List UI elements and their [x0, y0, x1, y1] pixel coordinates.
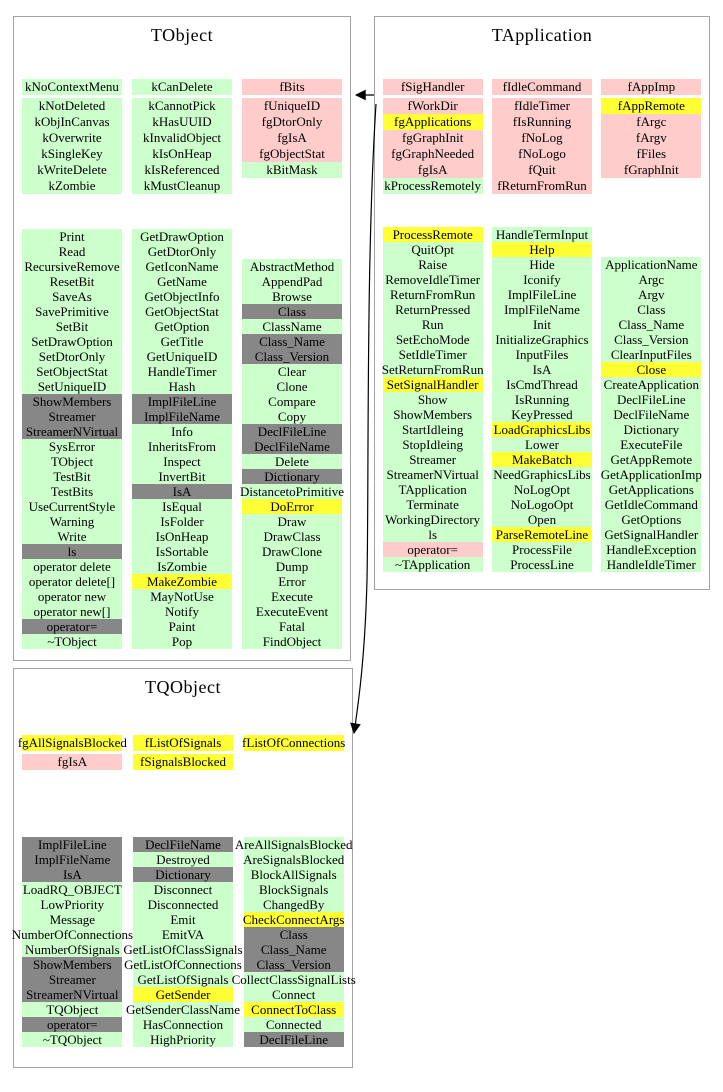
method-entry[interactable]: ImplFileLine — [507, 287, 577, 302]
method-entry[interactable]: IsSortable — [155, 544, 209, 559]
member-entry[interactable]: kNoContextMenu — [25, 79, 119, 94]
method-entry[interactable]: Disconnect — [153, 882, 213, 897]
tqobject-data-members-section — [17, 735, 349, 770]
method-entry[interactable]: NeedGraphicsLibs — [493, 467, 591, 482]
method-entry[interactable]: MakeBatch — [512, 452, 572, 467]
members-column — [237, 79, 347, 194]
method-entry[interactable]: RecursiveRemove — [24, 259, 120, 274]
member-entry[interactable]: fgIsA — [417, 162, 448, 177]
method-entry[interactable]: Argv — [638, 287, 665, 302]
method-entry[interactable]: ImplFileLine — [38, 837, 107, 852]
method-entry[interactable]: ~TQObject — [42, 1032, 102, 1047]
method-entry[interactable]: ExecuteFile — [620, 437, 683, 452]
member-entry[interactable]: fArgv — [635, 130, 667, 145]
method-entry[interactable]: SetIdleTimer — [398, 347, 467, 362]
method-entry[interactable]: AreAllSignalsBlocked — [234, 837, 353, 852]
method-entry[interactable]: GetIdleCommand — [604, 497, 698, 512]
method-entry[interactable]: SetDtorOnly — [38, 349, 106, 364]
method-entry[interactable]: StreamerNVirtual — [25, 424, 119, 439]
method-entry[interactable]: InvertBit — [158, 469, 206, 484]
method-entry[interactable]: SysError — [48, 439, 96, 454]
member-entry[interactable]: fReturnFromRun — [497, 178, 587, 193]
method-entry[interactable]: IsA — [62, 867, 82, 882]
method-entry[interactable]: ProcessFile — [512, 542, 572, 557]
method-entry[interactable]: Streamer — [48, 409, 96, 424]
method-entry[interactable]: MayNotUse — [150, 589, 214, 604]
method-entry[interactable]: ImplFileName — [34, 852, 111, 867]
member-entry[interactable]: fgObjectStat — [259, 146, 325, 161]
method-entry[interactable]: Terminate — [406, 497, 459, 512]
method-entry[interactable]: Init — [532, 317, 552, 332]
members-column — [17, 79, 127, 194]
method-entry[interactable]: NumberOfConnections — [11, 927, 133, 942]
method-entry[interactable]: DeclFileName — [254, 439, 330, 454]
method-entry[interactable]: DeclFileName — [613, 407, 690, 422]
method-entry[interactable]: Close — [636, 362, 667, 377]
member-entry[interactable]: kSingleKey — [41, 146, 103, 161]
member-entry[interactable]: kMustCleanup — [143, 178, 221, 193]
member-entry[interactable]: fIdleCommand — [502, 79, 582, 94]
method-entry[interactable]: Execute — [271, 589, 313, 604]
methods-column — [597, 227, 706, 572]
method-entry[interactable]: StreamerNVirtual — [26, 987, 119, 1002]
members-column — [378, 79, 487, 194]
method-entry[interactable]: FindObject — [262, 634, 322, 649]
method-entry[interactable]: GetDtorOnly — [147, 244, 217, 259]
class-box-tapplication — [374, 16, 710, 590]
method-entry[interactable]: ShowMembers — [32, 957, 112, 972]
tapplication-data-members-section — [378, 79, 706, 194]
method-entry[interactable]: ProcessLine — [510, 557, 574, 572]
method-entry[interactable]: Write — [57, 529, 87, 544]
member-entry[interactable]: kInvalidObject — [143, 130, 221, 145]
method-entry[interactable]: Hash — [168, 379, 196, 394]
member-entry[interactable]: fBits — [279, 79, 305, 94]
method-entry[interactable]: ConnectToClass — [251, 1002, 337, 1017]
method-entry[interactable]: GetApplicationImp — [600, 467, 702, 482]
method-entry[interactable]: GetListOfConnections — [124, 957, 242, 972]
method-entry[interactable]: CreateApplication — [603, 377, 699, 392]
method-entry[interactable]: operator new[] — [33, 604, 111, 619]
method-entry[interactable]: NoLogoOpt — [510, 497, 574, 512]
method-entry[interactable]: operator= — [47, 1017, 98, 1032]
method-entry[interactable]: Lower — [525, 437, 559, 452]
member-entry[interactable]: fIsRunning — [512, 114, 572, 129]
method-entry[interactable]: Hide — [529, 257, 555, 272]
method-entry[interactable]: Class — [279, 927, 308, 942]
method-entry[interactable]: GetObjectStat — [145, 304, 219, 319]
method-entry[interactable]: DeclFileLine — [617, 392, 686, 407]
member-entry[interactable]: fgAllSignalsBlocked — [17, 735, 127, 750]
tobject-methods-section — [17, 229, 347, 649]
member-entry[interactable]: fIdleTimer — [514, 98, 570, 113]
method-entry[interactable]: InheritsFrom — [148, 439, 216, 454]
method-entry[interactable]: ReturnPressed — [395, 302, 471, 317]
method-entry[interactable]: SetObjectStat — [36, 364, 108, 379]
method-entry[interactable]: Class — [637, 302, 666, 317]
method-entry[interactable]: GetOption — [154, 319, 210, 334]
method-entry[interactable]: LowPriority — [40, 897, 105, 912]
method-entry[interactable]: GetListOfSignals — [137, 972, 229, 987]
method-entry[interactable]: EmitVA — [161, 927, 205, 942]
method-entry[interactable]: AbstractMethod — [249, 259, 335, 274]
method-entry[interactable]: ParseRemoteLine — [495, 527, 589, 542]
member-entry[interactable]: fUniqueID — [263, 98, 321, 113]
method-entry[interactable]: IsZombie — [157, 559, 207, 574]
method-entry[interactable]: IsFolder — [160, 514, 204, 529]
members-column — [127, 79, 237, 194]
member-entry[interactable]: fListOfSignals — [144, 735, 222, 750]
methods-column — [231, 837, 356, 1047]
member-entry[interactable]: fSigHandler — [400, 79, 465, 94]
method-entry[interactable]: Class_Name — [260, 942, 327, 957]
method-entry[interactable]: SetEchoMode — [395, 332, 470, 347]
method-entry[interactable]: ReturnFromRun — [390, 287, 476, 302]
methods-column — [378, 227, 487, 572]
method-entry[interactable]: Compare — [268, 394, 316, 409]
method-entry[interactable]: GetName — [157, 274, 207, 289]
method-entry[interactable]: IsA — [172, 484, 192, 499]
method-entry[interactable]: Raise — [418, 257, 448, 272]
method-entry[interactable]: Dictionary — [623, 422, 680, 437]
method-entry[interactable]: Disconnected — [147, 897, 219, 912]
method-entry[interactable]: Fatal — [279, 619, 305, 634]
method-entry[interactable]: Clone — [276, 379, 308, 394]
members-column — [128, 735, 239, 770]
method-entry[interactable]: Class_Version — [254, 349, 330, 364]
class-title-tobject: TObject — [150, 25, 214, 45]
method-entry[interactable]: BlockAllSignals — [250, 867, 337, 882]
method-entry[interactable]: SetBit — [55, 319, 89, 334]
member-entry[interactable]: fgDtorOnly — [261, 114, 323, 129]
method-entry[interactable]: HandleTimer — [147, 364, 217, 379]
method-entry[interactable]: GetListOfClassSignals — [123, 942, 243, 957]
method-entry[interactable]: Message — [49, 912, 96, 927]
method-entry[interactable]: GetApplications — [608, 482, 694, 497]
members-column — [487, 79, 596, 194]
method-entry[interactable]: HasConnection — [142, 1017, 224, 1032]
method-entry[interactable]: ls — [428, 527, 437, 542]
method-entry[interactable]: MakeZombie — [146, 574, 218, 589]
method-entry[interactable]: Class_Name — [259, 334, 325, 349]
methods-column — [123, 837, 243, 1047]
members-column — [238, 735, 349, 770]
method-entry[interactable]: LoadRQ_OBJECT — [22, 882, 122, 897]
method-entry[interactable]: GetObjectInfo — [144, 289, 220, 304]
method-entry[interactable]: ~TApplication — [395, 557, 471, 572]
method-entry[interactable]: Iconify — [523, 272, 561, 287]
method-entry[interactable]: LoadGraphicsLibs — [493, 422, 591, 437]
member-entry[interactable]: kWriteDelete — [37, 162, 107, 177]
methods-column — [487, 227, 596, 572]
member-entry[interactable]: fArgc — [636, 114, 667, 129]
method-entry[interactable]: BlockSignals — [259, 882, 329, 897]
method-entry[interactable]: DeclFileName — [145, 837, 221, 852]
method-entry[interactable]: ls — [67, 544, 77, 559]
member-entry[interactable]: kNotDeleted — [38, 98, 106, 113]
method-entry[interactable]: operator delete — [33, 559, 111, 574]
member-entry[interactable]: fNoLog — [521, 130, 563, 145]
method-entry[interactable]: Class — [277, 304, 307, 319]
method-entry[interactable]: ApplicationName — [605, 257, 698, 272]
method-entry[interactable]: Class_Name — [618, 317, 685, 332]
method-entry[interactable]: GetSender — [155, 987, 211, 1002]
member-entry[interactable]: fSignalsBlocked — [140, 754, 226, 769]
method-entry[interactable]: Info — [171, 424, 193, 439]
method-entry[interactable]: DeclFileLine — [257, 424, 327, 439]
method-entry[interactable]: Print — [59, 229, 85, 244]
method-entry[interactable]: WorkingDirectory — [385, 512, 481, 527]
member-entry[interactable]: kCanDelete — [151, 79, 213, 94]
method-entry[interactable]: StopIdleing — [402, 437, 463, 452]
method-entry[interactable]: CollectClassSignalLists — [231, 972, 356, 987]
member-entry[interactable]: fListOfConnections — [242, 735, 346, 750]
method-entry[interactable]: Notify — [165, 604, 199, 619]
methods-column — [237, 229, 347, 649]
member-entry[interactable]: kObjInCanvas — [34, 114, 110, 129]
method-entry[interactable]: operator new — [37, 589, 107, 604]
method-entry[interactable]: Dump — [275, 559, 309, 574]
method-entry[interactable]: GetUniqueID — [146, 349, 218, 364]
class-title-tqobject: TQObject — [145, 677, 221, 697]
method-entry[interactable]: GetDrawOption — [140, 229, 224, 244]
method-entry[interactable]: Clear — [277, 364, 307, 379]
method-entry[interactable]: operator= — [407, 542, 458, 557]
method-entry[interactable]: SetDrawOption — [31, 334, 113, 349]
method-entry[interactable]: SetSignalHandler — [386, 377, 479, 392]
arrow-tapplication-to-tqobject — [354, 104, 376, 733]
member-entry[interactable]: fgGraphNeeded — [391, 146, 475, 161]
method-entry[interactable]: GetAppRemote — [610, 452, 693, 467]
member-entry[interactable]: fNoLogo — [518, 146, 566, 161]
method-entry[interactable]: IsA — [532, 362, 552, 377]
member-entry[interactable]: fAppImp — [627, 79, 676, 94]
method-entry[interactable]: NoLogOpt — [513, 482, 571, 497]
members-column — [17, 735, 128, 770]
method-entry[interactable]: SetUniqueID — [37, 379, 107, 394]
member-entry[interactable]: kOverwrite — [42, 130, 102, 145]
method-entry[interactable]: Connected — [265, 1017, 322, 1032]
method-entry[interactable]: Delete — [275, 454, 309, 469]
method-entry[interactable]: Pop — [171, 634, 193, 649]
method-entry[interactable]: Open — [527, 512, 557, 527]
method-entry[interactable]: TObject — [50, 454, 94, 469]
method-entry[interactable]: RemoveIdleTimer — [385, 272, 481, 287]
member-entry[interactable]: kProcessRemotely — [384, 178, 482, 193]
member-entry[interactable]: fGraphInit — [623, 162, 679, 177]
method-entry[interactable]: Dictionary — [155, 867, 211, 882]
method-entry[interactable]: ClassName — [262, 319, 322, 334]
method-entry[interactable]: Connect — [272, 987, 316, 1002]
method-entry[interactable]: ExecuteEvent — [255, 604, 329, 619]
member-entry[interactable]: fgIsA — [277, 130, 307, 145]
method-entry[interactable]: Copy — [277, 409, 307, 424]
method-entry[interactable]: Show — [417, 392, 448, 407]
member-entry[interactable]: kIsReferenced — [144, 162, 220, 177]
members-column — [597, 79, 706, 194]
method-entry[interactable]: ~TObject — [47, 634, 97, 649]
method-entry[interactable]: HandleException — [606, 542, 697, 557]
method-entry[interactable]: DrawClass — [263, 529, 321, 544]
method-entry[interactable]: TestBit — [53, 469, 91, 484]
method-entry[interactable]: IsCmdThread — [506, 377, 578, 392]
method-entry[interactable]: IsRunning — [514, 392, 570, 407]
class-title-tapplication: TApplication — [491, 25, 593, 45]
member-entry[interactable]: fgApplications — [394, 114, 472, 129]
method-entry[interactable]: Read — [58, 244, 86, 259]
method-entry[interactable]: UseCurrentStyle — [28, 499, 116, 514]
method-entry[interactable]: operator delete[] — [28, 574, 116, 589]
method-entry[interactable]: Help — [529, 242, 555, 257]
method-entry[interactable]: HandleTermInput — [495, 227, 589, 242]
method-entry[interactable]: AreSignalsBlocked — [243, 852, 345, 867]
method-entry[interactable]: SetReturnFromRun — [381, 362, 484, 377]
member-entry[interactable]: fFiles — [636, 146, 667, 161]
method-entry[interactable]: InputFiles — [515, 347, 569, 362]
method-entry[interactable]: IsOnHeap — [155, 529, 209, 544]
member-entry[interactable]: kZombie — [48, 178, 96, 193]
method-entry[interactable]: TApplication — [398, 482, 467, 497]
method-entry[interactable]: NumberOfSignals — [25, 942, 120, 957]
method-entry[interactable]: GetIconName — [145, 259, 219, 274]
method-entry[interactable]: Warning — [49, 514, 95, 529]
method-entry[interactable]: Streamer — [409, 452, 457, 467]
member-entry[interactable]: fgGraphInit — [401, 130, 464, 145]
tobject-data-members-section — [17, 79, 347, 194]
method-entry[interactable]: ChangedBy — [262, 897, 325, 912]
method-entry[interactable]: ProcessRemote — [392, 227, 473, 242]
member-entry[interactable]: fAppRemote — [617, 98, 685, 113]
method-entry[interactable]: StartIdleing — [401, 422, 464, 437]
method-entry[interactable]: GetSignalHandler — [604, 527, 699, 542]
member-entry[interactable]: kHasUUID — [152, 114, 212, 129]
method-entry[interactable]: ResetBit — [49, 274, 95, 289]
method-entry[interactable]: ImplFileName — [144, 409, 220, 424]
tapplication-methods-section — [378, 227, 706, 572]
method-entry[interactable]: DrawClone — [262, 544, 322, 559]
method-entry[interactable]: DeclFileLine — [259, 1032, 328, 1047]
method-entry[interactable]: Paint — [168, 619, 196, 634]
method-entry[interactable]: ClearInputFiles — [610, 347, 692, 362]
method-entry[interactable]: DistancetoPrimitive — [240, 484, 344, 499]
method-entry[interactable]: Argc — [638, 272, 665, 287]
method-entry[interactable]: Inspect — [163, 454, 201, 469]
method-entry[interactable]: TestBits — [50, 484, 94, 499]
method-entry[interactable]: Dictionary — [264, 469, 320, 484]
method-entry[interactable]: HandleIdleTimer — [606, 557, 696, 572]
class-box-tobject — [13, 16, 351, 661]
tqobject-methods-section — [11, 837, 356, 1047]
method-entry[interactable]: Error — [278, 574, 306, 589]
method-entry[interactable]: KeyPressed — [511, 407, 573, 422]
method-entry[interactable]: GetTitle — [160, 334, 204, 349]
member-entry[interactable]: kIsOnHeap — [152, 146, 212, 161]
method-entry[interactable]: SaveAs — [52, 289, 92, 304]
methods-column — [11, 837, 133, 1047]
method-entry[interactable]: Class_Version — [256, 957, 331, 972]
method-entry[interactable]: GetSenderClassName — [125, 1002, 241, 1017]
methods-column — [17, 229, 127, 649]
method-entry[interactable]: StreamerNVirtual — [386, 467, 479, 482]
method-entry[interactable]: QuitOpt — [411, 242, 454, 257]
method-entry[interactable]: Run — [421, 317, 444, 332]
class-box-tqobject — [11, 668, 356, 1068]
member-entry[interactable]: fWorkDir — [407, 98, 458, 113]
methods-column — [127, 229, 237, 649]
member-entry[interactable]: fgIsA — [57, 754, 88, 769]
method-entry[interactable]: Browse — [272, 289, 312, 304]
method-entry[interactable]: HighPriority — [150, 1032, 216, 1047]
method-entry[interactable]: Destroyed — [156, 852, 210, 867]
method-entry[interactable]: CheckConnectArgs — [242, 912, 345, 927]
method-entry[interactable]: ShowMembers — [393, 407, 473, 422]
member-entry[interactable]: kCannotPick — [148, 98, 216, 113]
member-entry[interactable]: fQuit — [528, 162, 556, 177]
method-entry[interactable]: IsEqual — [162, 499, 202, 514]
member-entry[interactable]: kBitMask — [266, 162, 318, 177]
method-entry[interactable]: AppendPad — [261, 274, 323, 289]
method-entry[interactable]: DoError — [270, 499, 314, 514]
method-entry[interactable]: Class_Version — [614, 332, 689, 347]
method-entry[interactable]: TQObject — [46, 1002, 99, 1017]
method-entry[interactable]: SavePrimitive — [35, 304, 109, 319]
method-entry[interactable]: ImplFileLine — [147, 394, 217, 409]
method-entry[interactable]: Emit — [170, 912, 196, 927]
method-entry[interactable]: Streamer — [48, 972, 96, 987]
method-entry[interactable]: InitializeGraphics — [495, 332, 589, 347]
method-entry[interactable]: operator= — [46, 619, 98, 634]
method-entry[interactable]: Draw — [277, 514, 307, 529]
method-entry[interactable]: ImplFileName — [504, 302, 580, 317]
method-entry[interactable]: GetOptions — [621, 512, 682, 527]
method-entry[interactable]: ShowMembers — [32, 394, 112, 409]
